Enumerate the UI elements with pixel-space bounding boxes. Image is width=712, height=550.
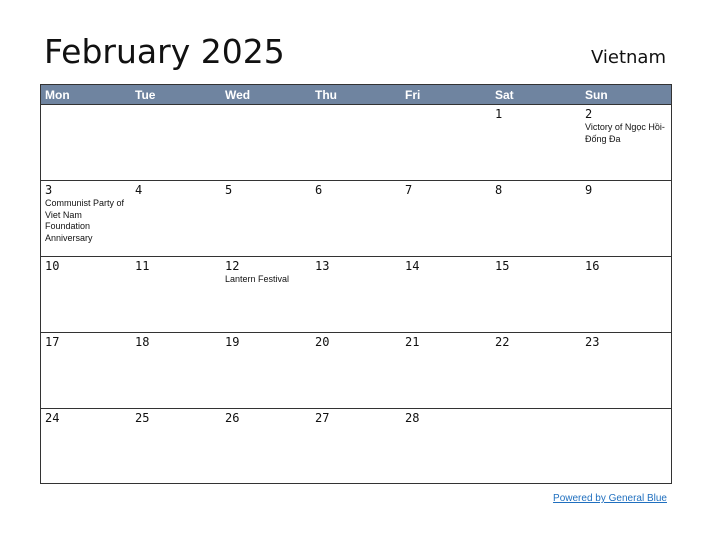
day-number: 9: [585, 183, 593, 197]
week-row: [41, 105, 671, 181]
day-cell: [491, 181, 581, 256]
day-number: 14: [405, 259, 420, 273]
powered-by-link[interactable]: Powered by General Blue: [553, 493, 667, 504]
day-number: 5: [225, 183, 233, 197]
day-cell: [221, 409, 311, 485]
day-number: 28: [405, 411, 420, 425]
day-cell: [311, 257, 401, 332]
weekday-sun: Sun: [585, 88, 608, 102]
day-cell: [41, 409, 131, 485]
day-number: 15: [495, 259, 510, 273]
weekday-mon: Mon: [45, 88, 70, 102]
holiday-label: Communist Party of Viet Nam Foundation Anniversary: [45, 198, 125, 243]
day-cell: [401, 333, 491, 408]
day-number: 22: [495, 335, 510, 349]
day-cell: [41, 333, 131, 408]
day-cell: [41, 181, 131, 256]
day-cell: [131, 409, 221, 485]
day-cell: [581, 181, 671, 256]
day-cell: [311, 333, 401, 408]
day-cell: [311, 105, 401, 180]
day-number: 23: [585, 335, 600, 349]
day-cell: [221, 257, 311, 332]
day-cell: [41, 257, 131, 332]
day-number: 19: [225, 335, 240, 349]
day-cell: [401, 105, 491, 180]
weekday-thu: Thu: [315, 88, 337, 102]
weekday-wed: Wed: [225, 88, 251, 102]
day-cell: [221, 105, 311, 180]
day-number: 18: [135, 335, 150, 349]
day-cell: [581, 333, 671, 408]
day-cell: [131, 333, 221, 408]
day-number: 16: [585, 259, 600, 273]
week-row: [41, 409, 671, 485]
day-number: 8: [495, 183, 503, 197]
day-number: 10: [45, 259, 60, 273]
holiday-label: Victory of Ngọc Hồi-Đống Đa: [585, 122, 665, 144]
day-cell: [221, 181, 311, 256]
day-number: 11: [135, 259, 150, 273]
week-row: [41, 181, 671, 257]
weekday-tue: Tue: [135, 88, 156, 102]
day-number: 25: [135, 411, 150, 425]
day-cell: [401, 181, 491, 256]
day-number: 12: [225, 259, 240, 273]
week-row: [41, 257, 671, 333]
day-cell: [401, 257, 491, 332]
day-cell: [41, 105, 131, 180]
day-number: 13: [315, 259, 330, 273]
day-cell: [581, 257, 671, 332]
day-number: 26: [225, 411, 240, 425]
calendar-grid: [40, 84, 672, 484]
day-cell: [581, 105, 671, 180]
day-cell: [131, 257, 221, 332]
day-cell: [131, 105, 221, 180]
day-number: 1: [495, 107, 503, 121]
day-number: 6: [315, 183, 323, 197]
day-number: 21: [405, 335, 420, 349]
day-number: 2: [585, 107, 593, 121]
day-number: 24: [45, 411, 60, 425]
day-cell: [131, 181, 221, 256]
day-number: 3: [45, 183, 53, 197]
day-number: 17: [45, 335, 60, 349]
day-number: 27: [315, 411, 330, 425]
day-cell: [311, 409, 401, 485]
weekday-header: [41, 85, 671, 105]
holiday-label: Lantern Festival: [225, 274, 290, 284]
day-cell: [311, 181, 401, 256]
calendar-title: February 2025: [44, 32, 285, 71]
week-row: [41, 333, 671, 409]
weekday-fri: Fri: [405, 88, 421, 102]
country-label: Vietnam: [590, 47, 666, 68]
day-cell: [491, 333, 581, 408]
day-cell: [491, 409, 581, 485]
weekday-sat: Sat: [495, 88, 514, 102]
day-number: 7: [405, 183, 413, 197]
day-cell: [401, 409, 491, 485]
day-cell: [491, 257, 581, 332]
day-number: 20: [315, 335, 330, 349]
day-cell: [221, 333, 311, 408]
day-cell: [581, 409, 671, 485]
day-number: 4: [135, 183, 143, 197]
day-cell: [491, 105, 581, 180]
